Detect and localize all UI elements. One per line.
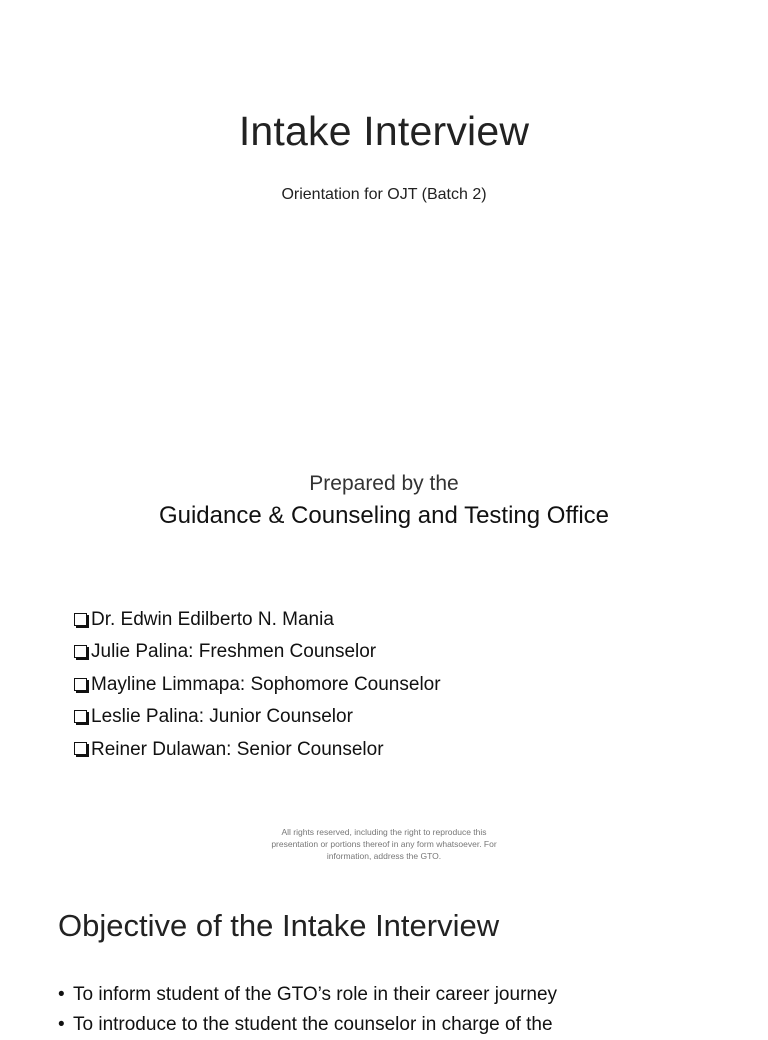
objective-heading: Objective of the Intake Interview [58,908,500,943]
list-item [74,604,441,636]
copyright-line: information, address the GTO. [326,851,442,861]
copyright-line: All rights reserved, including the right to reproduce this [281,827,487,837]
checkbox-bullet-icon [74,742,87,755]
bullet-dot-icon: • [58,984,65,1005]
title-slide [0,0,768,432]
staff-name: Dr. Edwin Edilberto N. Mania [91,609,334,630]
list-item [74,701,441,733]
copyright-notice [0,826,768,862]
list-item [58,1010,557,1040]
objective-slide [0,864,768,1035]
staff-name: Mayline Limmapa: Sophomore Counselor [91,673,441,695]
checkbox-bullet-icon [74,678,87,691]
objective-bullets [58,980,557,1040]
checkbox-bullet-icon [74,710,87,723]
copyright-line: presentation or portions thereof in any form whatsoever. For [271,839,497,849]
staff-name: Reiner Dulawan: Senior Counselor [91,738,384,760]
staff-name: Julie Palina: Freshmen Counselor [91,641,377,663]
staff-list [74,604,441,766]
list-item [58,980,557,1010]
credits-slide [0,432,768,864]
list-item [74,669,441,701]
office-name: Guidance & Counseling and Testing Office [158,502,610,529]
checkbox-bullet-icon [74,613,87,626]
staff-name: Leslie Palina: Junior Counselor [91,706,353,728]
prepared-by-text: Prepared by the [309,472,459,495]
objective-text: To introduce to the student the counselor in charge of the [73,1014,553,1035]
slide-title: Intake Interview [238,108,530,154]
list-item [74,734,441,766]
list-item [74,636,441,668]
slide-subtitle: Orientation for OJT (Batch 2) [281,186,487,203]
objective-text: To inform student of the GTO’s role in their career journey [73,984,558,1005]
checkbox-bullet-icon [74,645,87,658]
bullet-dot-icon: • [58,1014,65,1035]
